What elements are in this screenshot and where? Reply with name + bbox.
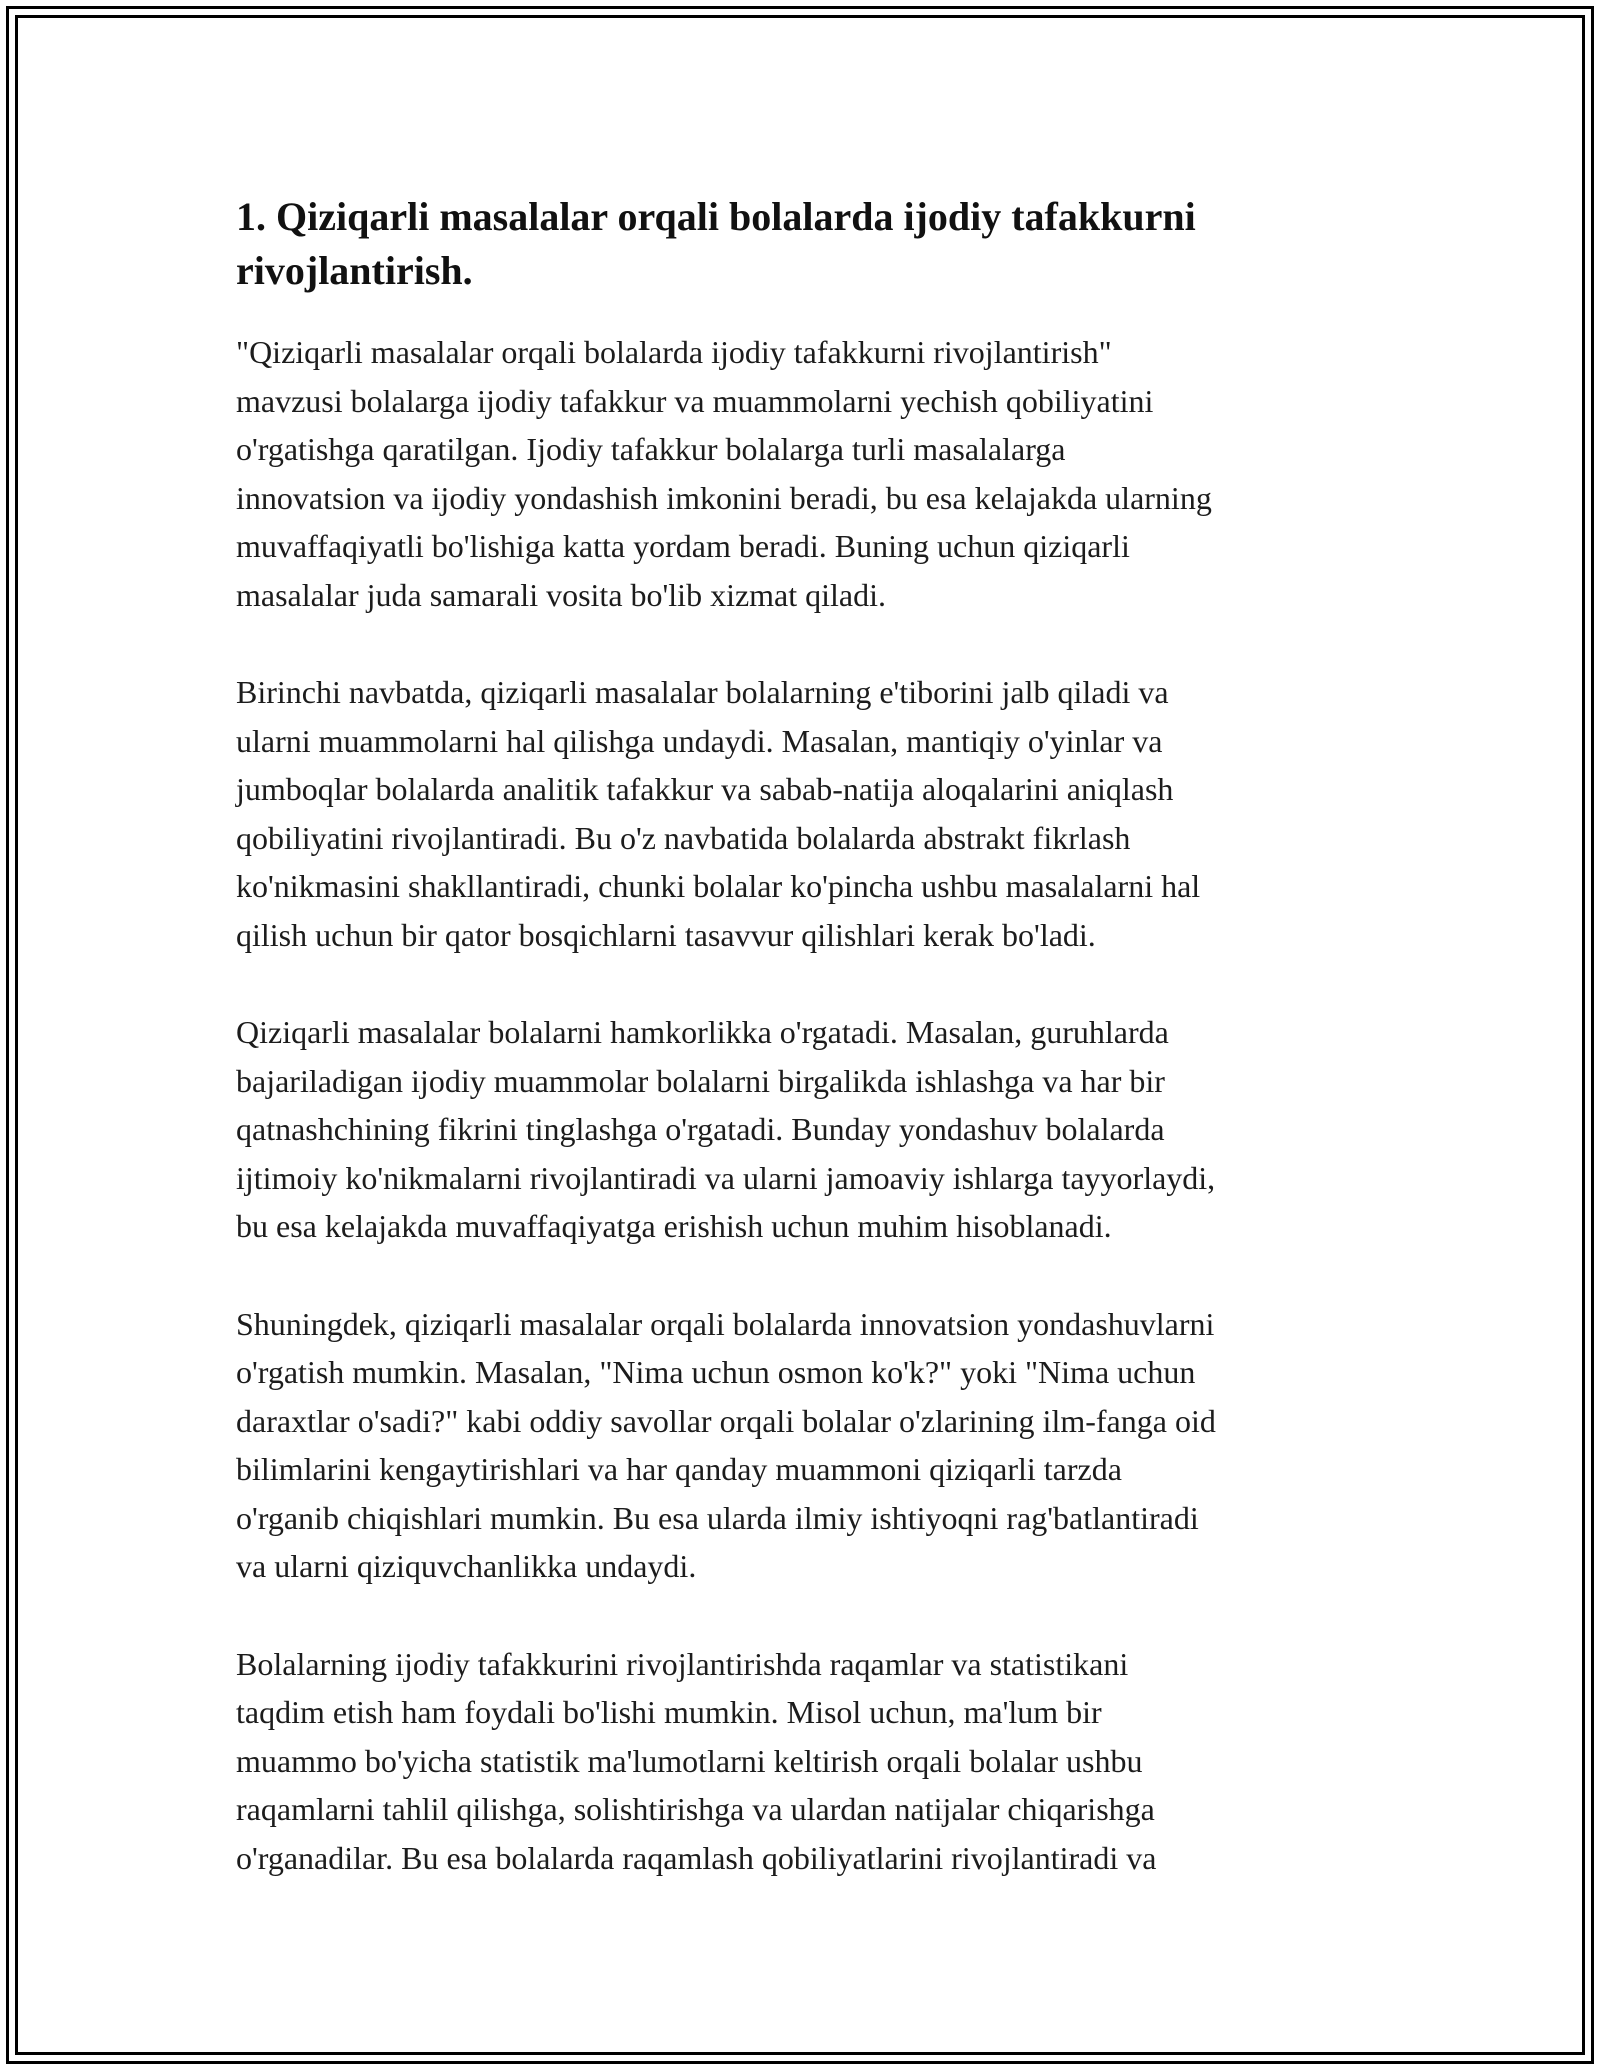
section-heading (236, 190, 1366, 298)
text-line: Bolalarning ijodiy tafakkurini rivojlantirishda raqamlar va statistikani (236, 1645, 1129, 1682)
text-line: o'rganadilar. Bu esa bolalarda raqamlash qobiliyatlarini rivojlantiradi va (236, 1839, 1157, 1876)
text-line: Birinchi navbatda, qiziqarli masalalar bolalarning e'tiborini jalb qiladi va (236, 674, 1169, 710)
text-line: muammo bo'yicha statistik ma'lumotlarni keltirish orqali bolalar ushbu (236, 1742, 1143, 1779)
text-line: ko'nikmasini shakllantiradi, chunki bolalar ko'pincha ushbu masalalarni hal (236, 868, 1201, 904)
text-line: muvaffaqiyatli bo'lishiga katta yordam beradi. Buning uchun qiziqarli (236, 528, 1130, 564)
document-body (236, 190, 1366, 1931)
text-line: "Qiziqarli masalalar orqali bolalarda ijodiy tafakkurni rivojlantirish" (236, 334, 1112, 370)
text-line: va ularni qiziquvchanlikka undaydi. (236, 1548, 697, 1584)
text-line: mavzusi bolalarga ijodiy tafakkur va muammolarni yechish qobiliyatini (236, 382, 1154, 419)
text-line: bajariladigan ijodiy muammolar bolalarni birgalikda ishlashga va har bir (236, 1062, 1165, 1099)
text-line: raqamlarni tahlil qilishga, solishtirishga va ulardan natijalar chiqarishga (236, 1791, 1155, 1827)
paragraph-3 (236, 1008, 1366, 1251)
paragraph-1 (236, 328, 1366, 619)
text-line: o'rgatish mumkin. Masalan, "Nima uchun osmon ko'k?" yoki "Nima uchun (236, 1354, 1196, 1390)
text-line: ularni muammolarni hal qilishga undaydi. Masalan, mantiqiy o'yinlar va (236, 722, 1163, 759)
text-line: Qiziqarli masalalar bolalarni hamkorlikka o'rgatadi. Masalan, guruhlarda (236, 1014, 1169, 1050)
text-line: o'rgatishga qaratilgan. Ijodiy tafakkur bolalarga turli masalalarga (236, 431, 1066, 467)
paragraph-4 (236, 1300, 1366, 1591)
text-line: Shuningdek, qiziqarli masalalar orqali bolalarda innovatsion yondashuvlarni (236, 1305, 1215, 1342)
paragraph-5 (236, 1640, 1366, 1883)
text-line: qobiliyatini rivojlantiradi. Bu o'z navbatida bolalarda abstrakt fikrlash (236, 819, 1131, 856)
text-line: qatnashchining fikrini tinglashga o'rgatadi. Bunday yondashuv bolalarda (236, 1111, 1165, 1147)
heading-line: 1. Qiziqarli masalalar orqali bolalarda ijodiy tafakkurni (236, 194, 1196, 239)
heading-line: rivojlantirish. (236, 248, 473, 293)
text-line: taqdim etish ham foydali bo'lishi mumkin. Misol uchun, ma'lum bir (236, 1694, 1102, 1730)
text-line: masalalar juda samarali vosita bo'lib xizmat qiladi. (236, 576, 887, 613)
paragraph-2 (236, 668, 1366, 959)
text-line: daraxtlar o'sadi?" kabi oddiy savollar orqali bolalar o'zlarining ilm-fanga oid (236, 1402, 1216, 1439)
text-line: o'rganib chiqishlari mumkin. Bu esa ularda ilmiy ishtiyoqni rag'batlantiradi (236, 1499, 1199, 1536)
text-line: innovatsion va ijodiy yondashish imkonini beradi, bu esa kelajakda ularning (236, 479, 1212, 516)
text-line: jumboqlar bolalarda analitik tafakkur va sabab-natija aloqalarini aniqlash (236, 771, 1174, 807)
text-line: ijtimoiy ko'nikmalarni rivojlantiradi va ularni jamoaviy ishlarga tayyorlaydi, (236, 1159, 1216, 1196)
text-line: bilimlarini kengaytirishlari va har qanday muammoni qiziqarli tarzda (236, 1451, 1122, 1487)
text-line: bu esa kelajakda muvaffaqiyatga erishish uchun muhim hisoblanadi. (236, 1208, 1112, 1244)
text-line: qilish uchun bir qator bosqichlarni tasavvur qilishlari kerak bo'ladi. (236, 916, 1096, 953)
